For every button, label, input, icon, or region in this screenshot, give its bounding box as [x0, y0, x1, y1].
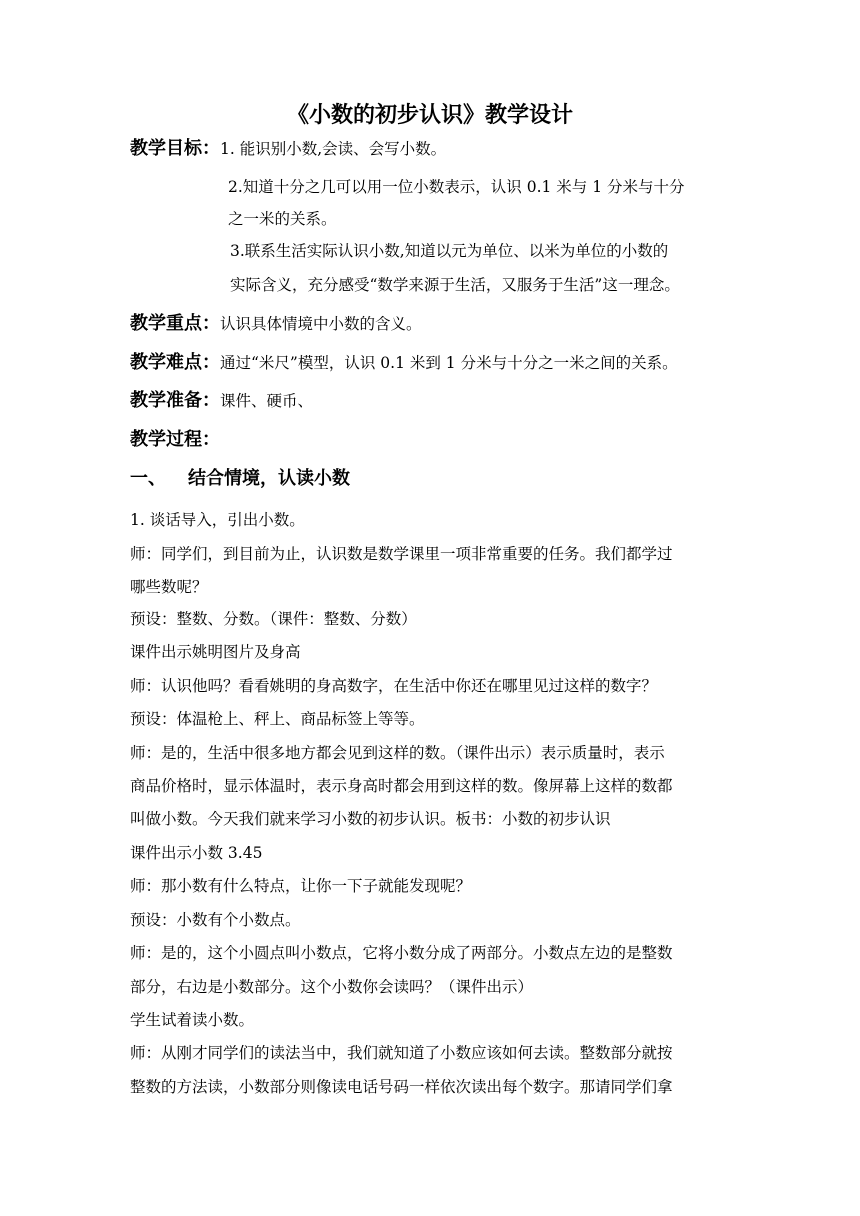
document-title: 《小数的初步认识》教学设计: [286, 103, 573, 128]
objective-item-3-line-1: 3.联系生活实际认识小数,知道以元为单位、以米为单位的小数的: [230, 242, 669, 260]
body-line: 1. 谈话导入，引出小数。: [130, 511, 305, 529]
preparation-line: [130, 388, 313, 414]
key-point-line: [130, 311, 422, 337]
body-line: 师：是的，这个小圆点叫小数点，它将小数分成了两部分。小数点左边的是整数: [130, 944, 673, 962]
body-line: 师：那小数有什么特点，让你一下子就能发现呢？: [130, 877, 472, 895]
objective-item-2-line-2: 之一米的关系。: [228, 210, 337, 228]
section-title: 结合情境，认读小数: [188, 468, 350, 489]
body-line: 课件出示小数 3.45: [130, 844, 263, 862]
preparation-text: 课件、硬币、: [220, 392, 314, 410]
key-point-text: 认识具体情境中小数的含义。: [220, 315, 422, 333]
body-line: 预设：体温枪上、秤上、商品标签上等等。: [130, 710, 425, 728]
body-line: 哪些数呢？: [130, 578, 208, 596]
key-point-label: 教学重点：: [130, 313, 220, 334]
difficulty-label: 教学难点：: [130, 352, 220, 373]
body-line: 整数的方法读，小数部分则像读电话号码一样依次读出每个数字。那请同学们拿: [130, 1078, 673, 1096]
body-line: 课件出示姚明图片及身高: [130, 643, 301, 661]
difficulty-line: [130, 350, 678, 376]
body-line: 预设：整数、分数。（课件：整数、分数）: [130, 610, 417, 628]
process-line: [130, 427, 220, 453]
preparation-label: 教学准备：: [130, 390, 220, 411]
objective-item-2-line-1: 2.知道十分之几可以用一位小数表示，认识 0.1 米与 1 分米与十分: [228, 178, 685, 196]
body-line: 预设：小数有个小数点。: [130, 911, 301, 929]
body-line: 部分，右边是小数部分。这个小数你会读吗？（课件出示）: [130, 978, 534, 996]
process-label: 教学过程：: [130, 429, 220, 450]
section-number: 一、: [130, 468, 166, 489]
body-line: 师：同学们，到目前为止，认识数是数学课里一项非常重要的任务。我们都学过: [130, 545, 673, 563]
objectives-label: 教学目标：: [130, 138, 220, 159]
objective-item-1: 1. 能识别小数,会读、会写小数。: [220, 140, 447, 158]
objectives-line-1: [130, 136, 446, 162]
objective-item-3-line-2: 实际含义，充分感受“数学来源于生活，又服务于生活”这一理念。: [230, 276, 680, 294]
difficulty-text: 通过“米尺”模型，认识 0.1 米到 1 分米与十分之一米之间的关系。: [220, 354, 678, 372]
body-line: 商品价格时，显示体温时，表示身高时都会用到这样的数。像屏幕上这样的数都: [130, 777, 673, 795]
body-line: 学生试着读小数。: [130, 1011, 255, 1029]
body-line: 师：认识他吗？看看姚明的身高数字，在生活中你还在哪里见过这样的数字？: [130, 677, 658, 695]
body-line: 师：是的，生活中很多地方都会见到这样的数。（课件出示）表示质量时，表示: [130, 744, 665, 762]
section-heading: [130, 466, 350, 492]
body-line: 叫做小数。今天我们就来学习小数的初步认识。板书：小数的初步认识: [130, 810, 611, 828]
body-line: 师：从刚才同学们的读法当中，我们就知道了小数应该如何去读。整数部分就按: [130, 1044, 673, 1062]
